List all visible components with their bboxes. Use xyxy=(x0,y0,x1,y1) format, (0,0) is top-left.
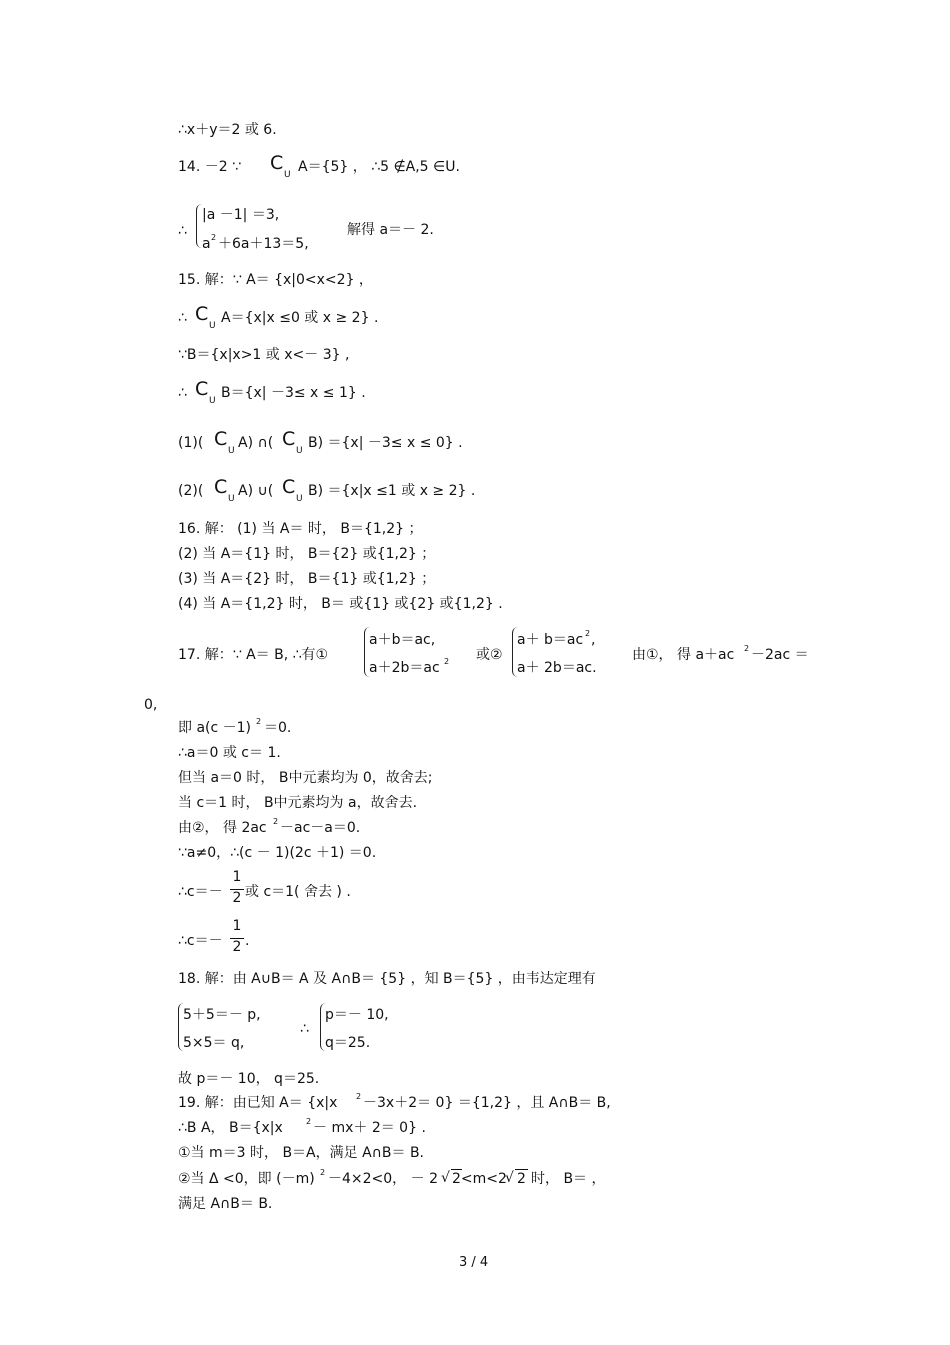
superscript: 2 xyxy=(744,644,750,653)
complement-symbol: C xyxy=(195,303,209,325)
text-line: . xyxy=(245,933,250,949)
text-line: ＝0. xyxy=(264,720,292,736)
text-line: A＝{5} ， ∴5 ∉A,5 ∈U. xyxy=(298,159,460,175)
text-line: 当 c＝1 时， B中元素均为 a，故舍去. xyxy=(178,795,418,811)
sqrt-sign: √ xyxy=(441,1170,450,1186)
text-line: ∵a≠0，∴(c － 1)(2c ＋1) ＝0. xyxy=(178,845,377,861)
therefore-symbol: ∴ xyxy=(300,1021,309,1037)
equation: , xyxy=(591,632,596,648)
subscript-u: U xyxy=(228,494,235,504)
text-line: 或② xyxy=(476,647,503,663)
fraction-numerator: 1 xyxy=(232,918,242,934)
subscript-u: U xyxy=(296,494,303,504)
page-number: 3 / 4 xyxy=(459,1255,489,1270)
complement-symbol: C xyxy=(282,476,296,498)
text-line: － mx＋ 2＝ 0} . xyxy=(313,1120,426,1136)
text-line: B＝{x| －3≤ x ≤ 1} . xyxy=(221,385,366,401)
text-line: 19. 解：由已知 A＝ {x|x xyxy=(178,1095,338,1111)
superscript: 2 xyxy=(256,717,262,726)
equation: p＝－ 10, xyxy=(325,1007,389,1023)
complement-symbol: C xyxy=(270,152,284,174)
text-line: B) ＝{x| －3≤ x ≤ 0} . xyxy=(308,435,463,451)
text-line: 或 c＝1( 舍去 ) . xyxy=(245,884,351,900)
text-line: 由②， 得 2ac xyxy=(178,820,267,836)
text-line: 时， B＝ ， xyxy=(531,1171,606,1187)
superscript: 2 xyxy=(320,1168,326,1177)
equation: a＋b＝ac, xyxy=(369,632,436,648)
superscript: 2 xyxy=(211,233,217,242)
text-line: －3x＋2＝ 0} ＝{1,2} ，且 A∩B＝ B, xyxy=(363,1095,611,1111)
superscript: 2 xyxy=(585,629,591,638)
superscript: 2 xyxy=(356,1092,362,1101)
text-line: ∴x＋y＝2 或 6. xyxy=(178,122,277,138)
text-line: 15. 解：∵ A＝ {x|0<x<2} ， xyxy=(178,272,373,288)
text-line: －4×2<0， － 2 xyxy=(328,1171,438,1187)
subscript-u: U xyxy=(284,170,291,180)
text-line: (2) 当 A＝{1} 时， B＝{2} 或{1,2} ； xyxy=(178,546,436,562)
text-line: 16. 解： (1) 当 A＝ 时， B＝{1,2} ； xyxy=(178,521,423,537)
text-line: ∴c＝－ xyxy=(178,933,223,949)
text-line: 故 p＝－ 10， q＝25. xyxy=(178,1071,320,1087)
text-line: －ac－a＝0. xyxy=(280,820,361,836)
equation: a xyxy=(202,236,211,252)
complement-symbol: C xyxy=(214,476,228,498)
equation: 5×5＝ q, xyxy=(183,1035,245,1051)
text-line: B) ＝{x|x ≤1 或 x ≥ 2} . xyxy=(308,483,476,499)
subscript-u: U xyxy=(209,396,216,406)
equation: 5＋5＝－ p, xyxy=(183,1007,261,1023)
complement-symbol: C xyxy=(282,428,296,450)
text-line: ∴a＝0 或 c＝ 1. xyxy=(178,745,281,761)
equation: a＋ 2b＝ac. xyxy=(517,660,597,676)
fraction-numerator: 1 xyxy=(232,869,242,885)
subscript-u: U xyxy=(228,446,235,456)
equation: ＋6a＋13＝5, xyxy=(218,236,309,252)
subscript-u: U xyxy=(296,446,303,456)
text-line: 但当 a＝0 时， B中元素均为 0，故舍去; xyxy=(178,770,433,786)
text-line: 满足 A∩B＝ B. xyxy=(178,1196,273,1212)
text-line: 解得 a＝－ 2. xyxy=(347,222,434,238)
text-line: 即 a(c －1) xyxy=(178,720,252,736)
text-line: 18. 解：由 A∪B＝ A 及 A∩B＝ {5} ，知 B＝{5} ，由韦达定理有 xyxy=(178,971,596,987)
text-line: A) ∪( xyxy=(238,483,274,499)
equation: a＋ b＝ac xyxy=(517,632,584,648)
subscript-u: U xyxy=(209,321,216,331)
text-line: ∵B＝{x|x>1 或 x<－ 3} , xyxy=(178,347,350,363)
superscript: 2 xyxy=(306,1117,312,1126)
superscript: 2 xyxy=(444,657,450,666)
text-line: (1)( xyxy=(178,435,204,451)
text-line: ∴B A， B＝{x|x xyxy=(178,1120,283,1136)
text-line: 2<m<2 xyxy=(452,1171,507,1187)
text-line: A) ∩( xyxy=(238,435,274,451)
therefore-symbol: ∴ xyxy=(178,385,187,401)
equation: a＋2b＝ac xyxy=(369,660,440,676)
text-line: 14. －2 ∵ xyxy=(178,159,241,175)
text-line: ②当 Δ <0，即 (－m) xyxy=(178,1171,315,1187)
fraction-denominator: 2 xyxy=(232,939,242,955)
text-line: 0, xyxy=(144,697,158,713)
text-line: －2ac ＝ xyxy=(751,647,809,663)
therefore-symbol: ∴ xyxy=(178,310,187,326)
equation: |a －1| ＝3, xyxy=(202,207,280,223)
text-line: A＝{x|x ≤0 或 x ≥ 2} . xyxy=(221,310,379,326)
text-line: (3) 当 A＝{2} 时， B＝{1} 或{1,2} ； xyxy=(178,571,436,587)
complement-symbol: C xyxy=(214,428,228,450)
equation: q＝25. xyxy=(325,1035,371,1051)
text-line: ①当 m＝3 时， B＝A，满足 A∩B＝ B. xyxy=(178,1145,425,1161)
sqrt-sign: √ xyxy=(505,1170,514,1186)
text-line: 17. 解：∵ A＝ B, ∴有① xyxy=(178,647,329,663)
text-line: ∴c＝－ xyxy=(178,884,223,900)
therefore-symbol: ∴ xyxy=(178,223,187,239)
complement-symbol: C xyxy=(195,378,209,400)
text-line: (4) 当 A＝{1,2} 时， B＝ 或{1} 或{2} 或{1,2} . xyxy=(178,596,503,612)
text-line: (2)( xyxy=(178,483,204,499)
fraction-denominator: 2 xyxy=(232,890,242,906)
text-line: 2 xyxy=(517,1171,526,1187)
superscript: 2 xyxy=(273,817,279,826)
text-line: 由①， 得 a＋ac xyxy=(632,647,735,663)
